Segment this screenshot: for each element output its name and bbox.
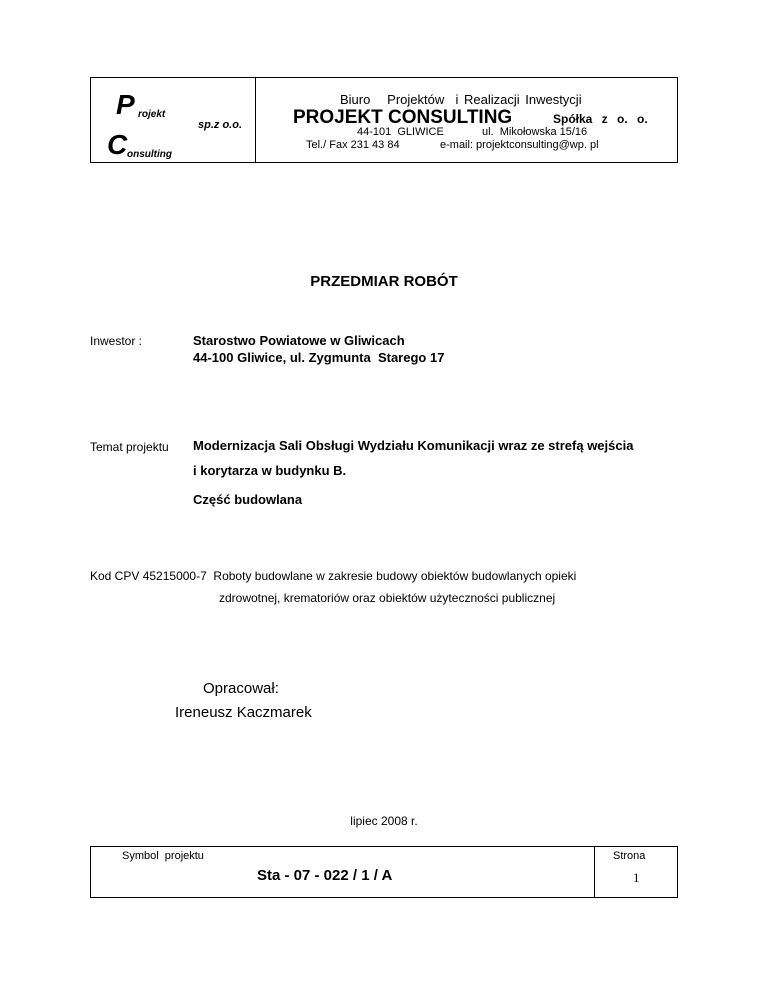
logo-text-onsulting: onsulting [127, 149, 172, 160]
company-form: Spółka z o. o. [553, 112, 648, 126]
document-date: lipiec 2008 r. [350, 814, 418, 828]
investor-name: Starostwo Powiatowe w Gliwicach [193, 333, 405, 348]
postal-address: 44-101 GLIWICE [357, 126, 444, 138]
page-label: Strona [613, 850, 646, 862]
logo-letter-c: C [107, 129, 128, 160]
cpv-code-line-2: zdrowotnej, krematoriów oraz obiektów użyteczności publicznej [219, 591, 556, 605]
project-symbol-label: Symbol projektu [122, 850, 204, 862]
bureau-name: Biuro Projektów i Realizacji Inwestycji [340, 92, 582, 107]
topic-label: Temat projektu [90, 440, 169, 454]
topic-line-2: i korytarza w budynku B. [193, 463, 347, 478]
prepared-by-label: Opracował: [203, 680, 279, 697]
project-symbol-value: Sta - 07 - 022 / 1 / A [257, 867, 393, 884]
logo-text-rojekt: rojekt [138, 109, 166, 120]
cpv-code-line-1: Kod CPV 45215000-7 Roboty budowlane w zakresie budowy obiektów budowlanych opieki [90, 569, 577, 583]
logo-letter-p: P [116, 89, 135, 120]
topic-line-1: Modernizacja Sali Obsługi Wydziału Komunikacji wraz ze strefą wejścia [193, 438, 634, 453]
street-address: ul. Mikołowska 15/16 [482, 126, 588, 138]
header-divider [255, 77, 256, 163]
investor-address: 44-100 Gliwice, ul. Zygmunta Starego 17 [193, 350, 445, 365]
company-name: PROJEKT CONSULTING [293, 107, 513, 128]
page-number: 1 [633, 870, 640, 885]
phone-fax: Tel./ Fax 231 43 84 [306, 139, 400, 151]
email-address: e-mail: projektconsulting@wp. pl [440, 139, 599, 151]
topic-part: Część budowlana [193, 492, 303, 507]
document-title: PRZEDMIAR ROBÓT [310, 273, 458, 290]
prepared-by-name: Ireneusz Kaczmarek [175, 704, 312, 721]
footer-divider [594, 846, 595, 898]
investor-label: Inwestor : [90, 334, 143, 348]
logo-legal-form: sp.z o.o. [198, 119, 242, 131]
